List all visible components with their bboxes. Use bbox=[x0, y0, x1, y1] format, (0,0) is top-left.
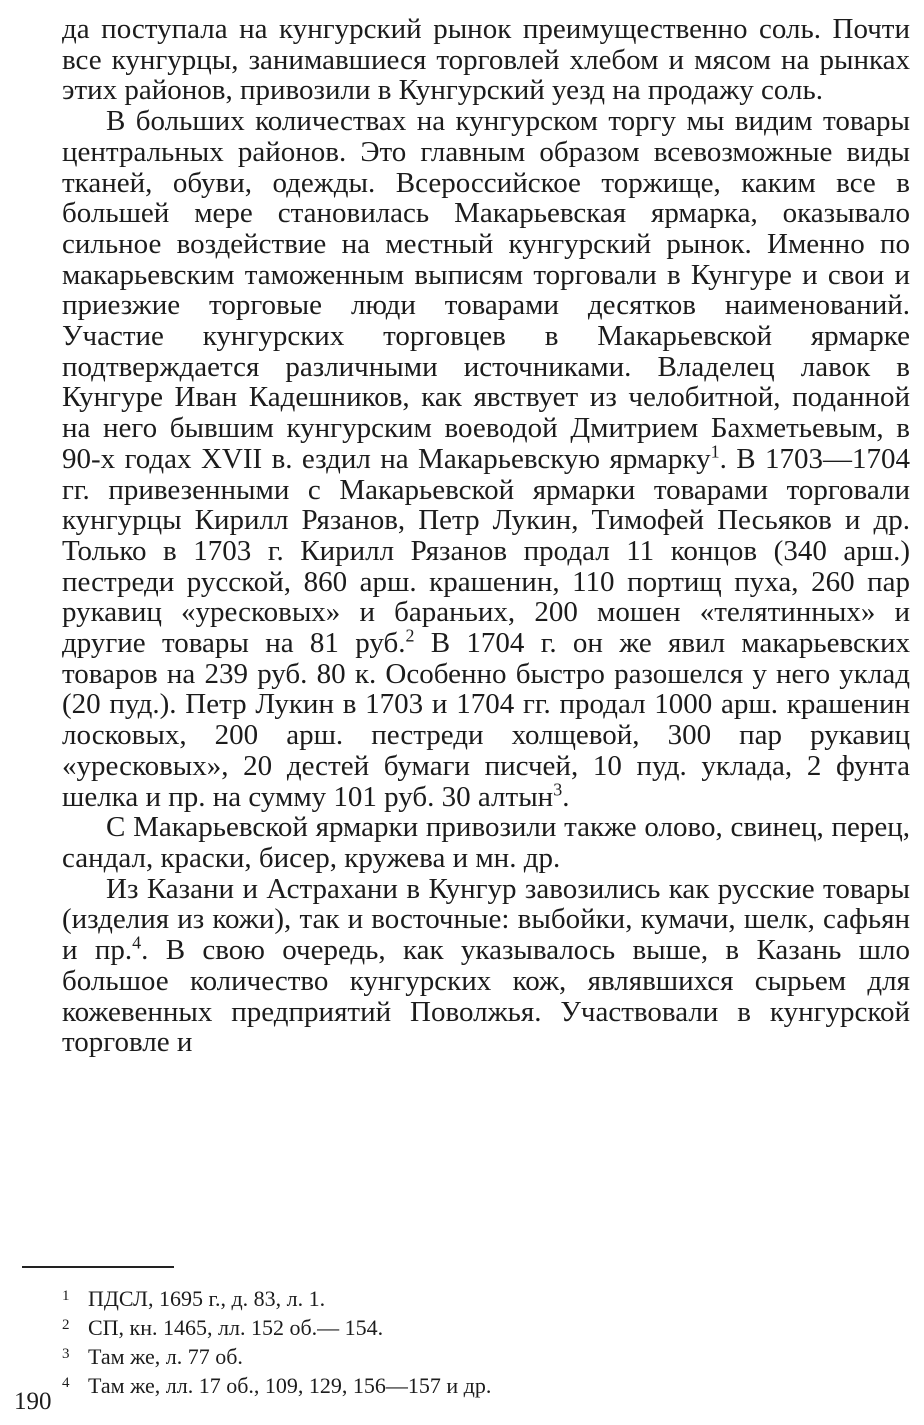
footnote-number: 2 bbox=[62, 1317, 70, 1333]
footnote-marker: 3 bbox=[553, 778, 563, 799]
footnote-text: Там же, лл. 17 об., 109, 129, 156—157 и др. bbox=[88, 1373, 492, 1398]
footnote-marker: 2 bbox=[405, 625, 415, 646]
footnote-number: 1 bbox=[62, 1288, 70, 1304]
paragraph bbox=[62, 812, 910, 873]
paragraph bbox=[62, 14, 910, 106]
paragraph-text: В больших количествах на кунгурском торгу мы видим товары центральных районов. Это главным образом всевозможные виды тканей, обуви, одежды. Всероссийское торжище, каким все в большей мере становилась Макарьевская ярмарка, оказывало сильное воздействие на местный кунгурский рынок. Именно по макарьевским таможенным выписям торговали в Кунгуре и свои и приезжие торговые люди товарами десятков наименований. Участие кунгурских торговцев в Макарьевской ярмарке подтверждается различными источниками. Владелец лавок в Кунгуре Иван Кадешников, как явствует из челобитной, поданной на него бывшим кунгурским воеводой Дмитрием Бахметьевым, в 90-х годах XVII в. ездил на Макарьевскую ярмарку bbox=[62, 105, 910, 475]
paragraph-text: Из Казани и Астрахани в Кунгур завозились как русские товары (изделия из кожи), так и восточные: выбойки, кумачи, шелк, сафьян и пр. bbox=[62, 872, 910, 967]
footnote bbox=[62, 1283, 822, 1312]
footnote-marker: 1 bbox=[710, 441, 720, 462]
footnote bbox=[62, 1341, 822, 1370]
footnote bbox=[62, 1370, 822, 1399]
paragraph-text: В 1704 г. он же явил макарьевских товаров на 239 руб. 80 к. Особенно быстро разошелся у него уклад (20 пуд.). Петр Лукин в 1703 и 1704 гг. продал 1000 арш. крашенин лосковых, 200 арш. пестреди холщевой, 300 пар рукавиц «уресковых», 20 дестей бумаги писчей, 10 пуд. уклада, 2 фунта шелка и пр. на сумму 101 руб. 30 алтын bbox=[62, 627, 911, 813]
footnotes bbox=[62, 1283, 822, 1399]
paragraph bbox=[62, 874, 910, 1058]
body-text bbox=[62, 14, 910, 1058]
paragraph bbox=[62, 106, 910, 812]
footnote bbox=[62, 1312, 822, 1341]
paragraph-text: . В свою очередь, как указывалось выше, в Казань шло большое количество кунгурских кож, являвшихся сырьем для кожевенных предприятий Поволжья. Участвовали в кунгурской торговле и bbox=[62, 934, 910, 1059]
page-number: 190 bbox=[14, 1388, 52, 1415]
paragraph-text: . bbox=[562, 780, 570, 813]
paragraph-text: . В 1703—1704 гг. привезенными с Макарьевской ярмарки товарами торговали кунгурцы Кирилл Рязанов, Петр Лукин, Тимофей Песьяков и др. Только в 1703 г. Кирилл Рязанов продал 11 концов (340 арш.) пестреди русской, 860 арш. крашенин, 110 портищ пуха, 260 пар рукавиц «уресковых» и бараньих, 200 мошен «телятинных» и другие товары на 81 руб. bbox=[62, 442, 911, 660]
footnote-text: ПДСЛ, 1695 г., д. 83, л. 1. bbox=[88, 1286, 326, 1311]
paragraph-text: да поступала на кунгурский рынок преимущественно соль. Почти все кунгурцы, занимавшиеся торговлей хлебом и мясом на рынках этих районов, привозили в Кунгурский уезд на продажу соль. bbox=[62, 13, 910, 107]
footnote-marker: 4 bbox=[132, 932, 142, 953]
footnote-number: 3 bbox=[62, 1346, 70, 1362]
footnote-number: 4 bbox=[62, 1375, 70, 1391]
footnote-divider bbox=[22, 1266, 174, 1268]
paragraph-text: С Макарьевской ярмарки привозили также олово, свинец, перец, сандал, краски, бисер, кружева и мн. др. bbox=[62, 811, 910, 874]
footnote-text: СП, кн. 1465, лл. 152 об.— 154. bbox=[88, 1315, 384, 1340]
footnote-text: Там же, л. 77 об. bbox=[88, 1344, 243, 1369]
